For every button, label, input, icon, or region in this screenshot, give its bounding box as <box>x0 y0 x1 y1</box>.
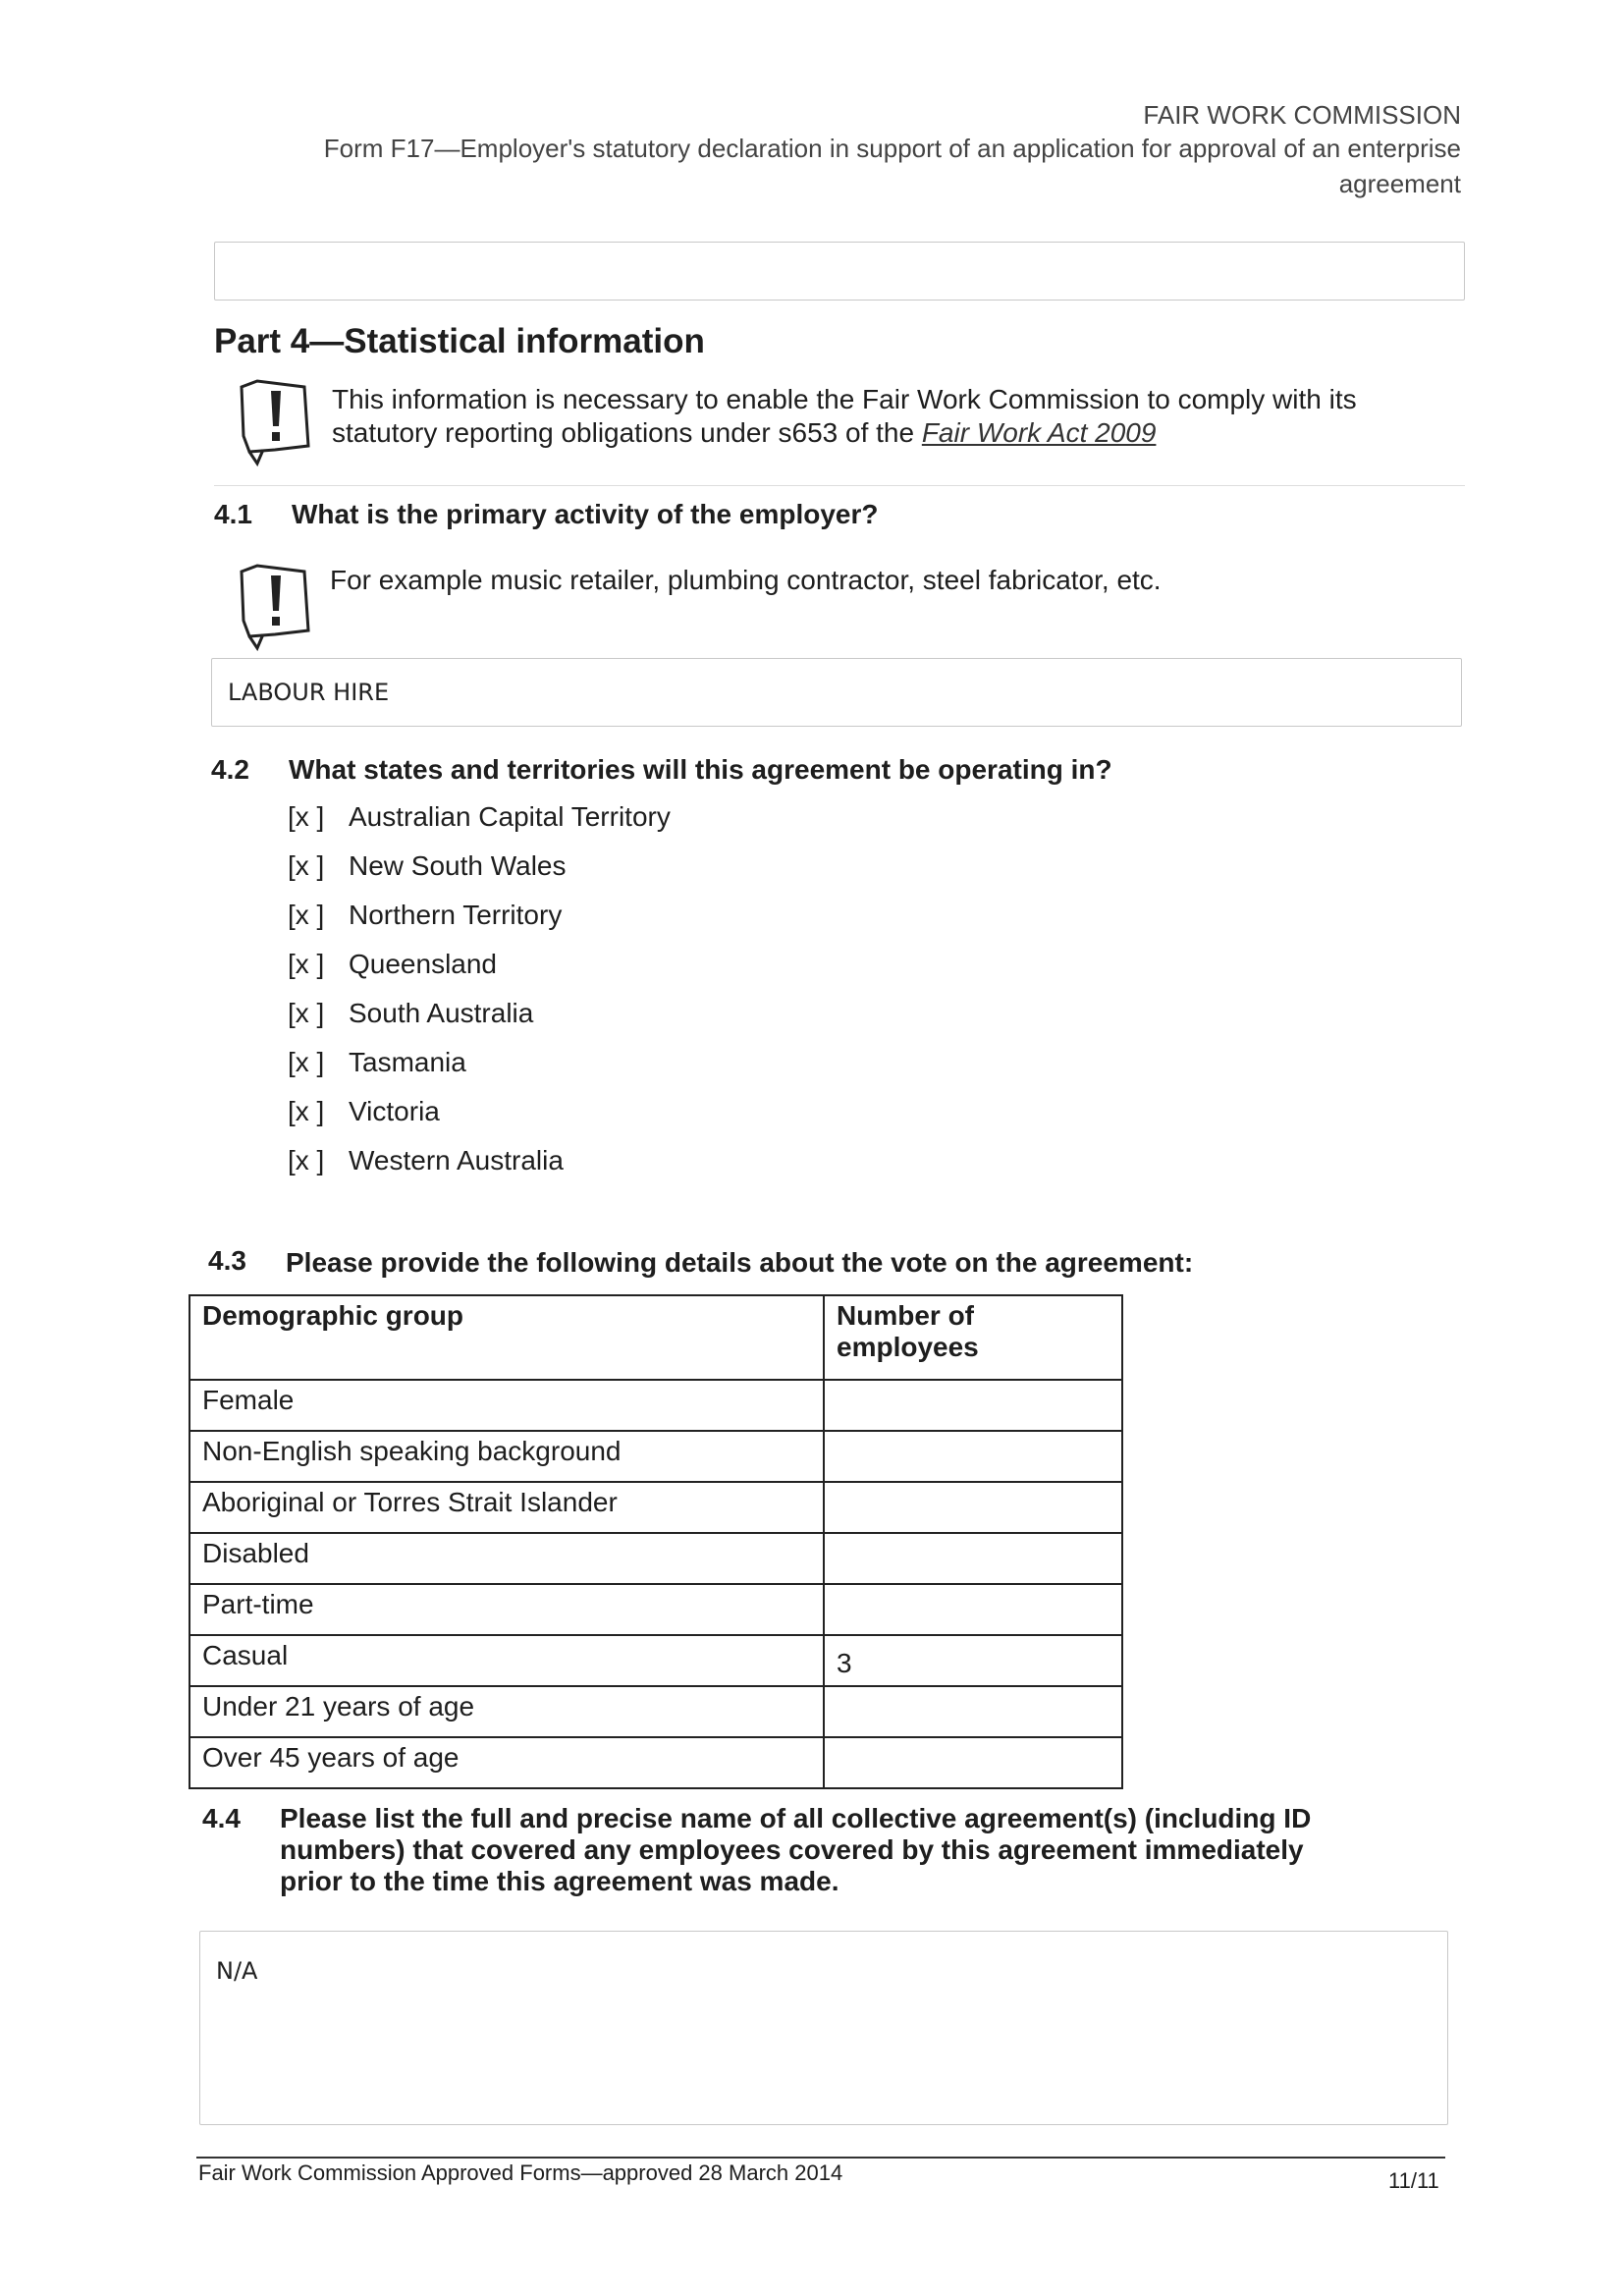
state-checkbox[interactable]: [x ] <box>288 998 325 1028</box>
table-row <box>189 1431 1122 1482</box>
collective-agreements-value: N/A <box>216 1957 258 1985</box>
group-cell: Female <box>189 1380 824 1431</box>
state-label: South Australia <box>349 998 534 1028</box>
state-item[interactable] <box>288 998 671 1047</box>
state-label: Tasmania <box>349 1047 466 1077</box>
col-demographic-group: Demographic group <box>189 1295 824 1380</box>
states-list <box>288 801 671 1194</box>
group-cell: Aboriginal or Torres Strait Islander <box>189 1482 824 1533</box>
table-row <box>189 1584 1122 1635</box>
q43-question: Please provide the following details about the vote on the agreement: <box>286 1247 1194 1278</box>
state-label: Australian Capital Territory <box>349 801 671 832</box>
state-label: Western Australia <box>349 1145 564 1175</box>
form-title-continued: agreement <box>1338 169 1461 198</box>
info-icon <box>236 562 314 652</box>
number-cell[interactable]: 3 <box>824 1635 1122 1686</box>
state-item[interactable] <box>288 1096 671 1145</box>
q41-question: What is the primary activity of the employer? <box>292 499 879 529</box>
state-checkbox[interactable]: [x ] <box>288 1047 325 1077</box>
empty-input-box[interactable] <box>214 242 1465 301</box>
warning-icon <box>236 377 314 467</box>
state-label: Northern Territory <box>349 900 563 930</box>
footer-rule <box>196 2157 1445 2159</box>
part4-note-line1: This information is necessary to enable the Fair Work Commission to comply with its <box>332 384 1357 414</box>
state-item[interactable] <box>288 850 671 900</box>
state-checkbox[interactable]: [x ] <box>288 1096 325 1126</box>
form-title: Form F17—Employer's statutory declaration in support of an application for approval of an enterprise <box>323 134 1461 163</box>
state-item[interactable] <box>288 1145 671 1194</box>
fair-work-act-link[interactable]: Fair Work Act 2009 <box>921 417 1157 448</box>
table-row <box>189 1635 1122 1686</box>
table-row <box>189 1380 1122 1431</box>
table-row <box>189 1533 1122 1584</box>
q44-number: 4.4 <box>202 1803 241 1833</box>
group-cell: Casual <box>189 1635 824 1686</box>
state-item[interactable] <box>288 949 671 998</box>
state-label: Queensland <box>349 949 498 979</box>
state-label: New South Wales <box>349 850 567 881</box>
state-checkbox[interactable]: [x ] <box>288 900 325 930</box>
part4-note-line2 <box>332 416 1432 450</box>
number-cell[interactable] <box>824 1584 1122 1635</box>
group-cell: Over 45 years of age <box>189 1737 824 1788</box>
group-cell: Disabled <box>189 1533 824 1584</box>
state-checkbox[interactable]: [x ] <box>288 850 325 881</box>
primary-activity-value: LABOUR HIRE <box>228 679 390 706</box>
q44-question: Please list the full and precise name of all collective agreement(s) (including ID numbers) that covered any employees covered by this agreement immediately prior to the time this agreement was made. <box>280 1803 1312 1896</box>
divider <box>214 485 1465 486</box>
number-cell[interactable] <box>824 1431 1122 1482</box>
state-label: Victoria <box>349 1096 440 1126</box>
state-checkbox[interactable]: [x ] <box>288 801 325 832</box>
part4-title: Part 4—Statistical information <box>214 322 705 360</box>
number-cell[interactable] <box>824 1533 1122 1584</box>
primary-activity-field[interactable] <box>211 658 1462 727</box>
state-item[interactable] <box>288 900 671 949</box>
table-row <box>189 1737 1122 1788</box>
q41-number: 4.1 <box>214 499 252 529</box>
group-cell: Part-time <box>189 1584 824 1635</box>
part4-note <box>332 383 1432 450</box>
col-number-of-employees: Number of employees <box>824 1295 1122 1380</box>
table-row <box>189 1686 1122 1737</box>
q42-number: 4.2 <box>211 754 249 785</box>
table-row <box>189 1482 1122 1533</box>
q42-question: What states and territories will this agreement be operating in? <box>289 754 1112 785</box>
group-cell: Under 21 years of age <box>189 1686 824 1737</box>
number-cell[interactable] <box>824 1482 1122 1533</box>
q41-note: For example music retailer, plumbing contractor, steel fabricator, etc. <box>330 565 1162 595</box>
page-number: 11/11 <box>1388 2168 1439 2193</box>
vote-table <box>189 1294 1123 1789</box>
footer-approved: Fair Work Commission Approved Forms—approved 28 March 2014 <box>198 2160 843 2185</box>
q43-number: 4.3 <box>208 1245 246 1276</box>
state-item[interactable] <box>288 801 671 850</box>
state-checkbox[interactable]: [x ] <box>288 1145 325 1175</box>
number-cell[interactable] <box>824 1380 1122 1431</box>
state-checkbox[interactable]: [x ] <box>288 949 325 979</box>
collective-agreements-field[interactable] <box>199 1931 1448 2125</box>
number-cell[interactable] <box>824 1686 1122 1737</box>
state-item[interactable] <box>288 1047 671 1096</box>
number-cell[interactable] <box>824 1737 1122 1788</box>
group-cell: Non-English speaking background <box>189 1431 824 1482</box>
part4-note-line2-text: statutory reporting obligations under s653 of the <box>332 417 922 448</box>
vote-table-header <box>189 1295 1122 1380</box>
header-org: FAIR WORK COMMISSION <box>1143 100 1461 130</box>
